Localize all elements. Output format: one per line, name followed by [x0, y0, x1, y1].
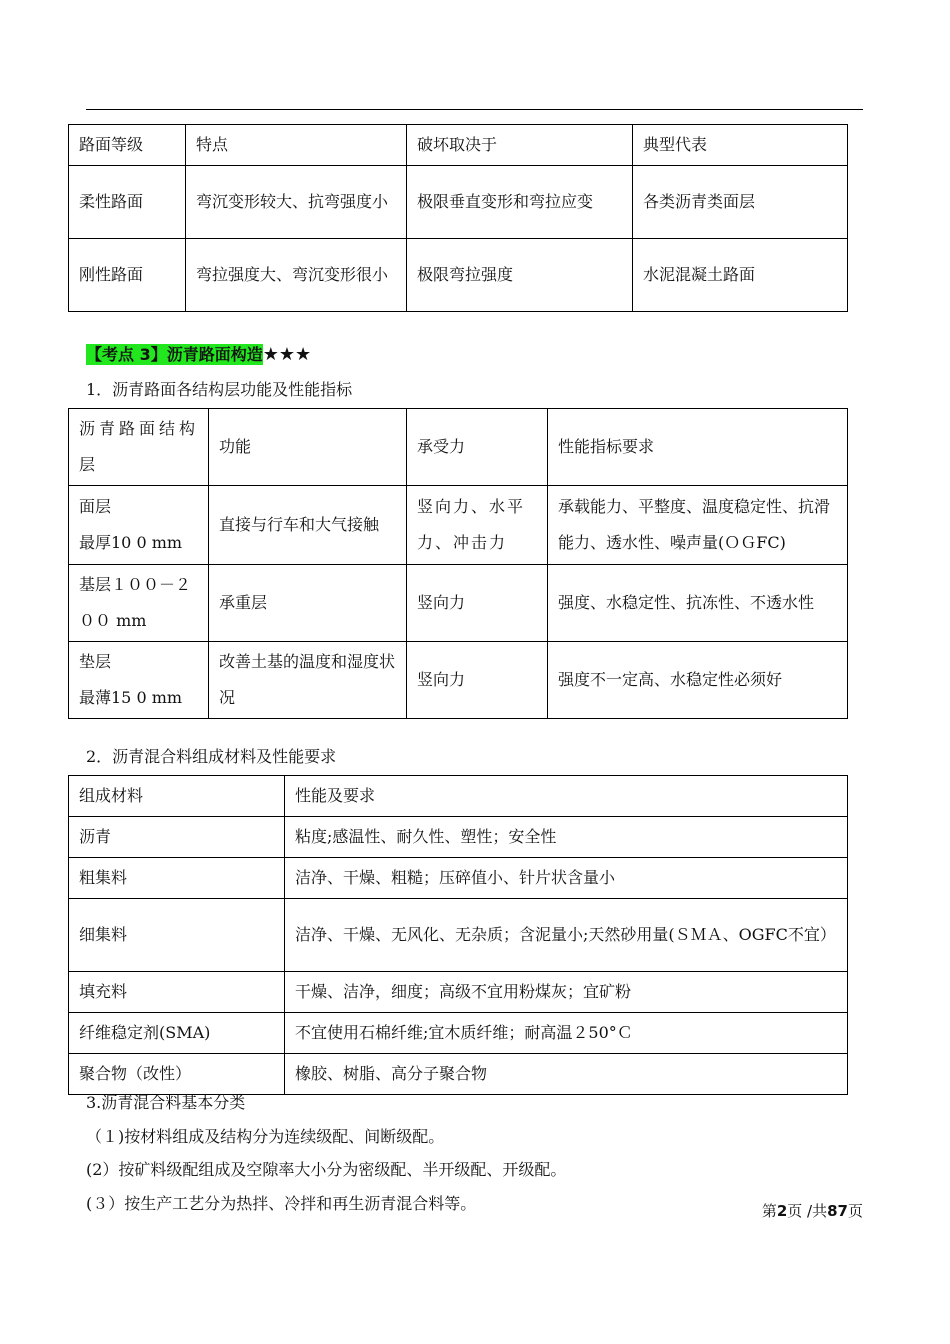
table-cell [69, 642, 209, 719]
table-cell: 水泥混凝土路面 [633, 239, 848, 312]
footer-prefix: 第 [761, 1202, 777, 1220]
mix-material-table [68, 775, 848, 1095]
header-rule [86, 109, 863, 110]
table-cell: 强度、水稳定性、抗冻性、不透水性 [548, 565, 848, 642]
pavement-grade-table [68, 124, 848, 312]
table-cell: 洁净、干燥、粗糙；压碎值小、针片状含量小 [285, 858, 848, 899]
table-cell: 粗集料 [69, 858, 285, 899]
table-cell: 细集料 [69, 899, 285, 972]
table-cell: 弯拉强度大、弯沉变形很小 [186, 239, 407, 312]
table-cell: 橡胶、树脂、高分子聚合物 [285, 1054, 848, 1095]
table-row [69, 565, 848, 642]
table-cell: 极限垂直变形和弯拉应变 [407, 166, 633, 239]
table-row [69, 1013, 848, 1054]
table-cell: 沥青 [69, 817, 285, 858]
subtitle-mix-materials: 2．沥青混合料组成材料及性能要求 [86, 747, 337, 766]
table-row [69, 817, 848, 858]
header-cell: 功能 [209, 409, 407, 486]
header-cell: 沥青路面结构层 [69, 409, 209, 486]
header-cell: 组成材料 [69, 776, 285, 817]
header-cell: 路面等级 [69, 125, 186, 166]
table-cell: 强度不一定高、水稳定性必须好 [548, 642, 848, 719]
section-heading [86, 342, 311, 365]
header-cell: 特点 [186, 125, 407, 166]
footer-mid: 页 /共 [787, 1202, 828, 1220]
header-cell: 典型代表 [633, 125, 848, 166]
header-cell: 性能及要求 [285, 776, 848, 817]
table-row [69, 899, 848, 972]
list-item: (2）按矿料级配组成及空隙率大小分为密级配、半开级配、开级配。 [86, 1160, 567, 1179]
structure-layer-table [68, 408, 848, 719]
table-header-row [69, 776, 848, 817]
table-cell: 弯沉变形较大、抗弯强度小 [186, 166, 407, 239]
table-cell: 填充料 [69, 972, 285, 1013]
table-cell: 直接与行车和大气接触 [209, 486, 407, 565]
table-cell: 聚合物（改性） [69, 1054, 285, 1095]
table-row [69, 972, 848, 1013]
subtitle-structure-layers: 1．沥青路面各结构层功能及性能指标 [86, 380, 353, 399]
table-row [69, 858, 848, 899]
layer-name: 垫层 [79, 652, 112, 671]
table-cell: 干燥、洁净，细度；高级不宜用粉煤灰；宜矿粉 [285, 972, 848, 1013]
header-cell: 破坏取决于 [407, 125, 633, 166]
table-cell: 极限弯拉强度 [407, 239, 633, 312]
table-cell: 刚性路面 [69, 239, 186, 312]
table-cell: 洁净、干燥、无风化、无杂质；含泥量小;天然砂用量(ＳＭＡ、OGFC不宜） [285, 899, 848, 972]
footer-suffix: 页 [847, 1202, 863, 1220]
table-cell: 竖向力 [407, 642, 548, 719]
table-row [69, 1054, 848, 1095]
list-item: （１)按材料组成及结构分为连续级配、间断级配。 [86, 1127, 445, 1146]
star-rating-icon: ★★★ [262, 344, 312, 365]
table-header-row [69, 409, 848, 486]
header-cell: 承受力 [407, 409, 548, 486]
table-cell: 不宜使用石棉纤维;宜木质纤维；耐高温２50°Ｃ [285, 1013, 848, 1054]
table-cell: 竖向力 [407, 565, 548, 642]
table-cell: 各类沥青类面层 [633, 166, 848, 239]
table-cell: 竖向力、水平力、冲击力 [407, 486, 548, 565]
subtitle-mix-classification: 3.沥青混合料基本分类 [86, 1093, 246, 1112]
layer-thickness: 最薄15 0 mm [79, 688, 183, 707]
table-header-row [69, 125, 848, 166]
table-cell: 基层１００－２００ mm [69, 565, 209, 642]
table-cell: 改善土基的温度和湿度状况 [209, 642, 407, 719]
table-row [69, 239, 848, 312]
total-page-number: 87 [827, 1202, 848, 1220]
table-row [69, 486, 848, 565]
table-row [69, 166, 848, 239]
header-cell: 性能指标要求 [548, 409, 848, 486]
table-cell: 柔性路面 [69, 166, 186, 239]
table-cell: 承载能力、平整度、温度稳定性、抗滑能力、透水性、噪声量(ＯＧFC) [548, 486, 848, 565]
list-item: (３）按生产工艺分为热拌、冷拌和再生沥青混合料等。 [86, 1194, 477, 1213]
section-heading-label: 【考点 3】沥青路面构造 [86, 345, 263, 364]
table-cell: 纤维稳定剂(SMA) [69, 1013, 285, 1054]
table-cell: 承重层 [209, 565, 407, 642]
table-cell: 粘度;感温性、耐久性、塑性；安全性 [285, 817, 848, 858]
layer-name: 面层 [79, 497, 112, 516]
table-cell [69, 486, 209, 565]
page-footer [762, 1200, 863, 1221]
layer-thickness: 最厚10 0 mm [79, 533, 183, 552]
current-page-number: 2 [776, 1202, 788, 1220]
table-row [69, 642, 848, 719]
